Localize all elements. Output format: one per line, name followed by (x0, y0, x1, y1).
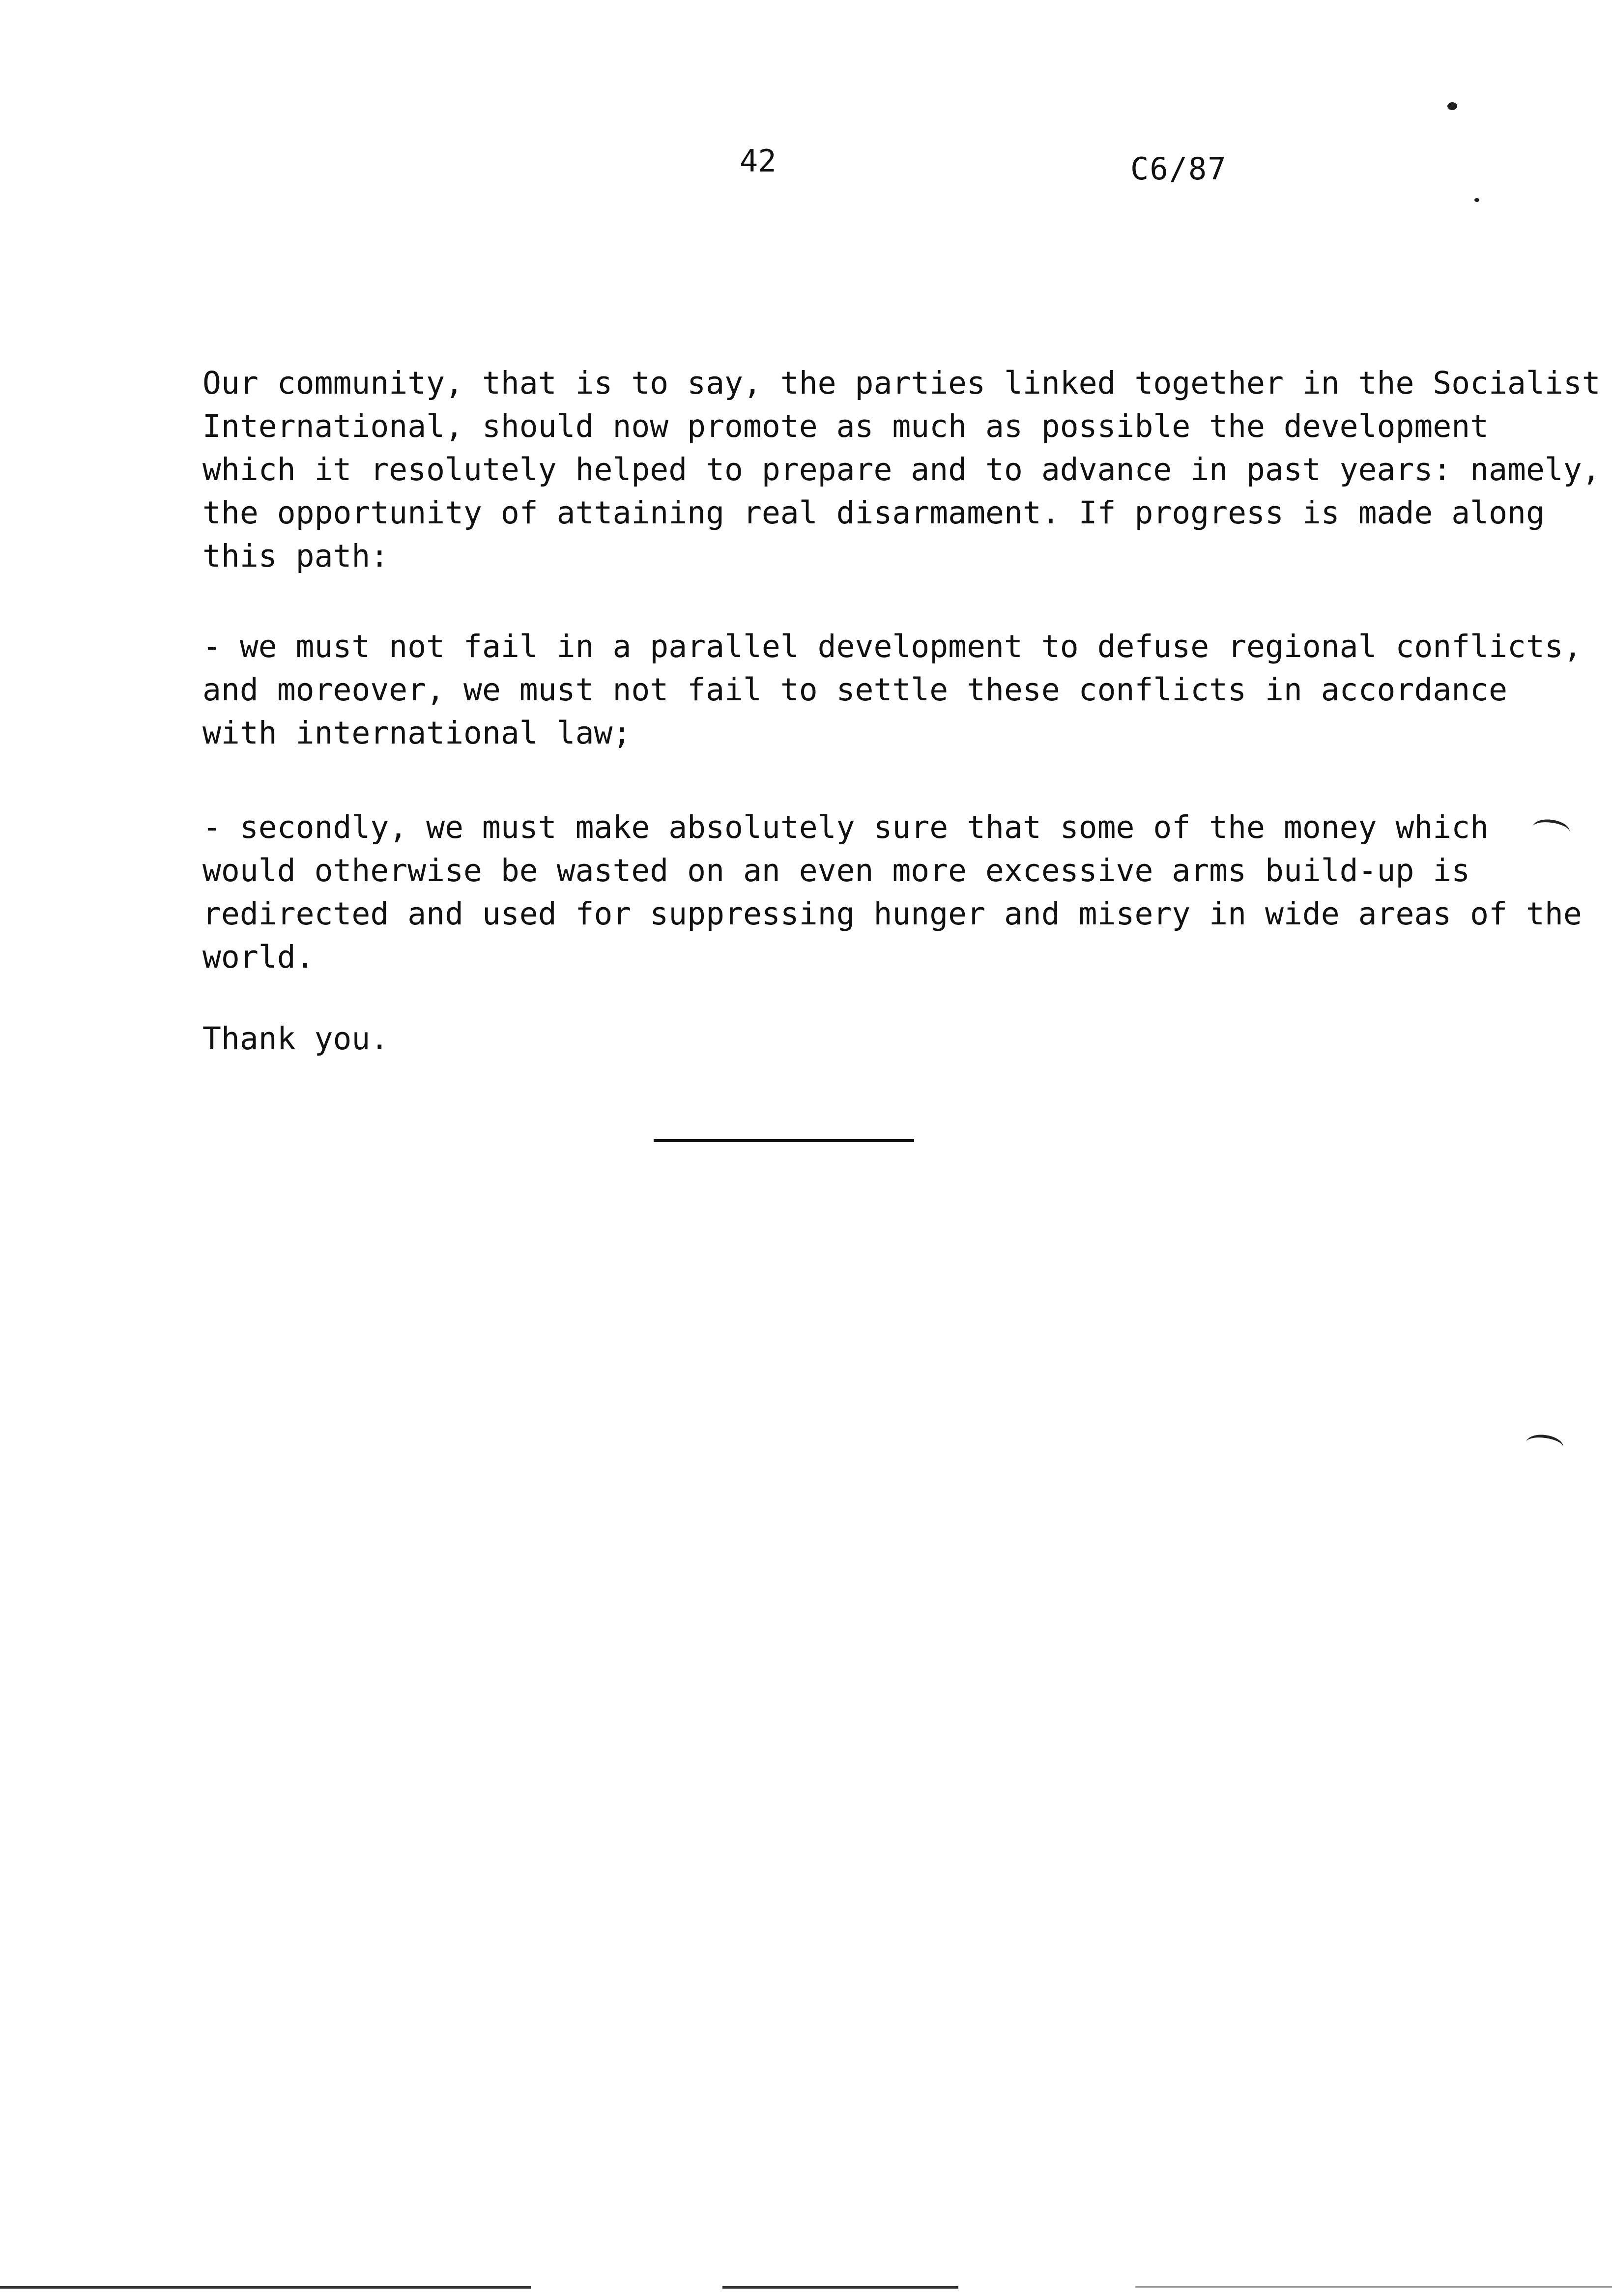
text-line: and moreover, we must not fail to settle these conflicts in accordance (202, 672, 1508, 708)
text-line: this path: (202, 538, 389, 574)
text-line: - we must not fail in a parallel development to defuse regional conflicts, (202, 629, 1582, 664)
text-line: Our community, that is to say, the parties linked together in the Socialist (202, 365, 1601, 401)
text-line: International, should now promote as much as possible the development (202, 408, 1489, 444)
scan-artifact-dot (1447, 102, 1457, 110)
text-line: - secondly, we must make absolutely sure that some of the money which (202, 809, 1489, 845)
text-line: world. (202, 939, 315, 975)
scan-artifact-dot (1474, 198, 1479, 202)
text-line: the opportunity of attaining real disarmament. If progress is made along (202, 495, 1545, 531)
document-reference: C6/87 (1130, 151, 1227, 187)
end-of-text-rule (654, 1139, 914, 1142)
paragraph-redirect-money (202, 806, 1582, 979)
closing-line: Thank you. (202, 1021, 389, 1057)
text-line: which it resolutely helped to prepare and to advance in past years: namely, (202, 452, 1601, 488)
page-bottom-edge (722, 2286, 958, 2289)
paragraph-intro (202, 362, 1601, 578)
page-bottom-edge (1135, 2286, 1612, 2288)
paragraph-regional-conflicts (202, 625, 1582, 755)
text-line: would otherwise be wasted on an even more excessive arms build-up is (202, 853, 1470, 889)
scan-artifact-mark (1531, 817, 1571, 842)
scan-artifact-mark (1525, 1433, 1565, 1457)
text-line: redirected and used for suppressing hunger and misery in wide areas of the (202, 896, 1582, 932)
text-line: with international law; (202, 715, 632, 751)
page-bottom-edge (0, 2286, 531, 2289)
page-number: 42 (740, 143, 777, 179)
